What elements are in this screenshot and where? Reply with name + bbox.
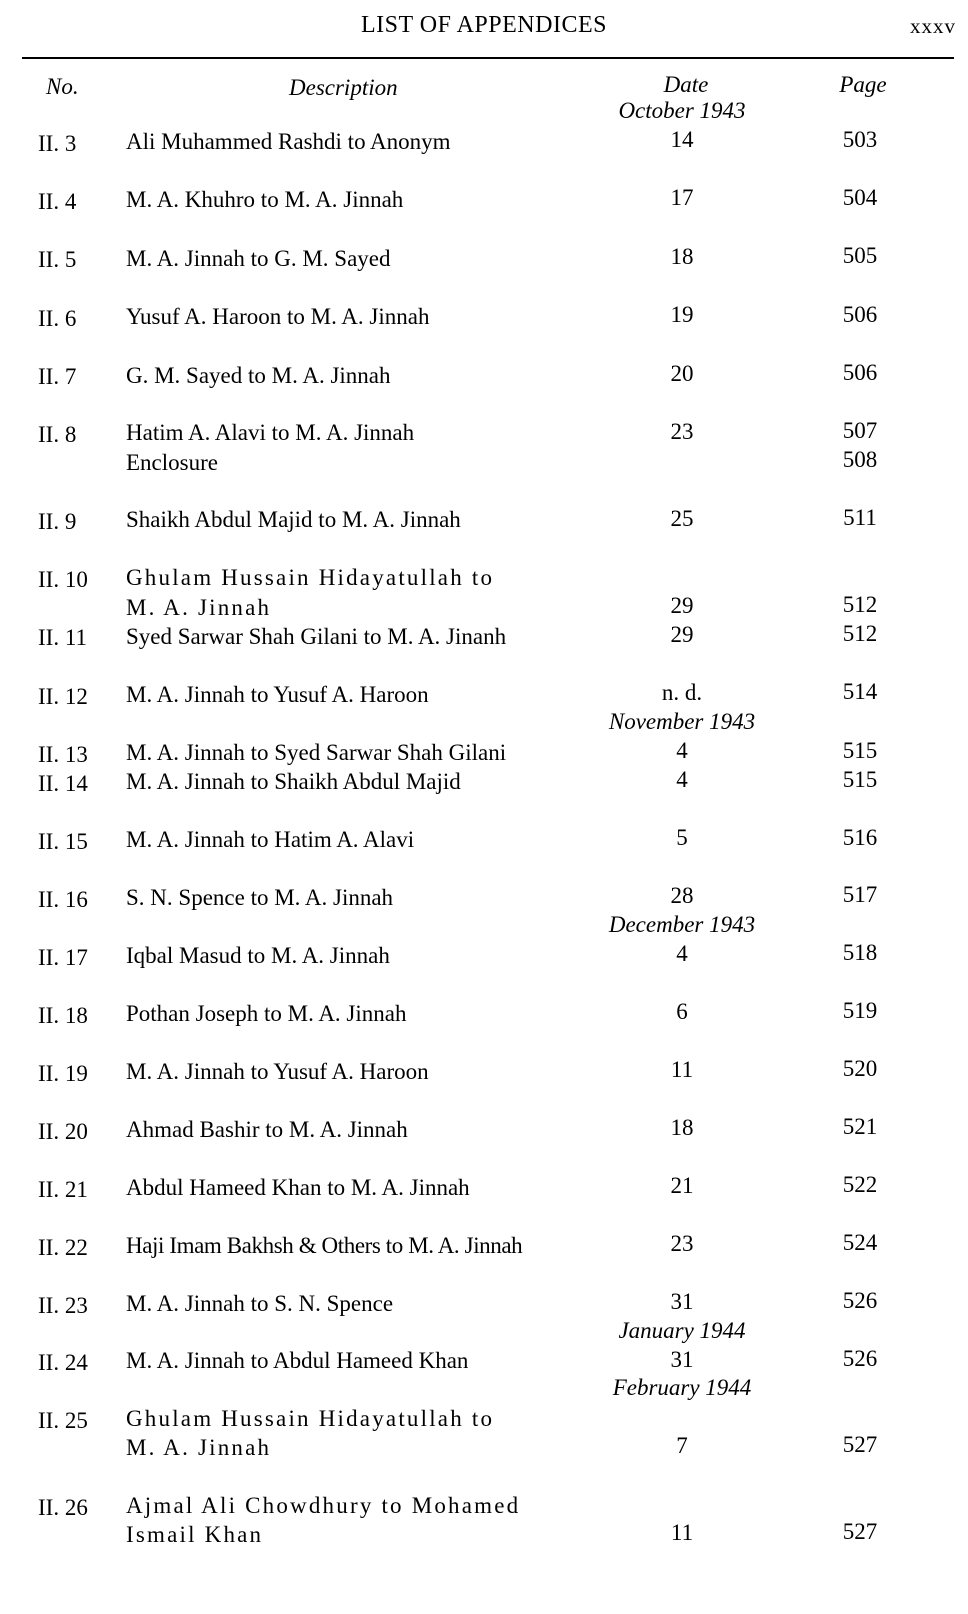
entry-description-enclosure: Enclosure xyxy=(126,450,218,475)
entry-number: II. 4 xyxy=(38,189,77,214)
entry-number: II. 16 xyxy=(38,887,88,912)
entry-description: Hatim A. Alavi to M. A. Jinnah xyxy=(126,420,415,445)
entry-number: II. 19 xyxy=(38,1061,88,1086)
page-number: xxxv xyxy=(910,14,956,38)
entry-date: 17 xyxy=(670,185,694,210)
entry-date: 5 xyxy=(676,825,688,850)
entry-date: 7 xyxy=(676,1433,688,1458)
entry-number: II. 11 xyxy=(38,625,87,650)
entry-description: M. A. Jinnah to S. N. Spence xyxy=(126,1291,394,1316)
entry-date: 31 xyxy=(670,1347,694,1372)
entry-number: II. 23 xyxy=(38,1293,88,1318)
month-heading-january-1944: January 1944 xyxy=(618,1318,746,1343)
entry-date: 29 xyxy=(670,622,694,647)
entry-page: 514 xyxy=(842,679,878,704)
month-heading-november-1943: November 1943 xyxy=(608,709,756,734)
entry-page: 520 xyxy=(842,1056,878,1081)
entry-date: 4 xyxy=(676,767,688,792)
entry-description: M. A. Jinnah to Shaikh Abdul Majid xyxy=(126,769,461,794)
entry-description-continued: M. A. Jinnah xyxy=(126,595,272,620)
entry-date: 23 xyxy=(670,1231,694,1256)
entry-number: II. 22 xyxy=(38,1235,88,1260)
month-heading-february-1944: February 1944 xyxy=(612,1375,752,1400)
entry-date: 18 xyxy=(670,1115,694,1140)
entry-number: II. 24 xyxy=(38,1350,88,1375)
entry-description: M. A. Jinnah to Hatim A. Alavi xyxy=(126,827,415,852)
entry-description: Abdul Hameed Khan to M. A. Jinnah xyxy=(126,1175,470,1200)
entry-date: 4 xyxy=(676,738,688,763)
entry-date: n. d. xyxy=(661,680,703,705)
entry-description: M. A. Jinnah to G. M. Sayed xyxy=(126,246,391,271)
entry-number: II. 18 xyxy=(38,1003,88,1028)
entry-number: II. 12 xyxy=(38,684,88,709)
entry-description: M. A. Jinnah to Abdul Hameed Khan xyxy=(126,1348,469,1373)
entry-page: 511 xyxy=(843,505,877,530)
entry-page: 515 xyxy=(842,738,878,763)
entry-page-enclosure: 508 xyxy=(842,447,878,472)
entry-page: 515 xyxy=(842,767,878,792)
header-rule xyxy=(22,57,954,59)
entry-description: Shaikh Abdul Majid to M. A. Jinnah xyxy=(126,507,461,532)
entry-page: 527 xyxy=(842,1432,878,1457)
entry-date: 19 xyxy=(670,302,694,327)
entry-number: II. 7 xyxy=(38,364,77,389)
entry-number: II. 21 xyxy=(38,1177,88,1202)
entry-number: II. 25 xyxy=(38,1408,88,1433)
entry-date: 20 xyxy=(670,361,694,386)
entry-description: Ghulam Hussain Hidayatullah to xyxy=(126,565,495,590)
entry-date: 31 xyxy=(670,1289,694,1314)
entry-date: 29 xyxy=(670,593,694,618)
entry-number: II. 26 xyxy=(38,1495,88,1520)
entry-number: II. 13 xyxy=(38,742,88,767)
entry-page: 503 xyxy=(842,127,878,152)
entry-number: II. 17 xyxy=(38,945,88,970)
entry-description: Syed Sarwar Shah Gilani to M. A. Jinanh xyxy=(126,624,507,649)
entry-date: 28 xyxy=(670,883,694,908)
entry-page: 506 xyxy=(842,302,878,327)
entry-description: Ajmal Ali Chowdhury to Mohamed xyxy=(126,1493,521,1518)
entry-page: 521 xyxy=(842,1114,878,1139)
entry-date: 14 xyxy=(670,127,694,152)
entry-date: 4 xyxy=(676,941,688,966)
entry-description: M. A. Khuhro to M. A. Jinnah xyxy=(126,187,404,212)
entry-page: 519 xyxy=(842,998,878,1023)
entry-page: 512 xyxy=(842,592,878,617)
entry-date: 11 xyxy=(670,1057,694,1082)
entry-description: Ahmad Bashir to M. A. Jinnah xyxy=(126,1117,408,1142)
entry-number: II. 20 xyxy=(38,1119,88,1144)
entry-description: Iqbal Masud to M. A. Jinnah xyxy=(126,943,390,968)
entry-page: 507 xyxy=(842,418,878,443)
entry-description: Ali Muhammed Rashdi to Anonym xyxy=(126,129,451,154)
entry-number: II. 15 xyxy=(38,829,88,854)
month-heading-october-1943: October 1943 xyxy=(618,98,746,123)
entry-number: II. 10 xyxy=(38,567,88,592)
entry-number: II. 3 xyxy=(38,131,77,156)
entry-page: 524 xyxy=(842,1230,878,1255)
page-title: LIST OF APPENDICES xyxy=(361,12,607,38)
entry-page: 526 xyxy=(842,1346,878,1371)
entry-description: Haji Imam Bakhsh & Others to M. A. Jinnah xyxy=(126,1233,523,1258)
running-head xyxy=(0,12,968,46)
entry-number: II. 8 xyxy=(38,422,77,447)
entry-date: 11 xyxy=(670,1520,694,1545)
entry-description: M. A. Jinnah to Yusuf A. Haroon xyxy=(126,682,429,707)
entry-number: II. 6 xyxy=(38,306,77,331)
column-header-date: Date xyxy=(663,72,709,97)
column-header-page: Page xyxy=(839,72,887,97)
entry-description-continued: M. A. Jinnah xyxy=(126,1435,272,1460)
entry-page: 526 xyxy=(842,1288,878,1313)
entry-date: 25 xyxy=(670,506,694,531)
entry-page: 517 xyxy=(842,882,878,907)
entry-number: II. 14 xyxy=(38,771,88,796)
column-header-no: No. xyxy=(46,74,79,99)
entry-description: Ghulam Hussain Hidayatullah to xyxy=(126,1406,495,1431)
entry-number: II. 9 xyxy=(38,509,77,534)
entry-page: 505 xyxy=(842,243,878,268)
entry-description: S. N. Spence to M. A. Jinnah xyxy=(126,885,394,910)
entry-page: 527 xyxy=(842,1519,878,1544)
entry-date: 21 xyxy=(670,1173,694,1198)
entry-description: M. A. Jinnah to Yusuf A. Haroon xyxy=(126,1059,429,1084)
entry-description: G. M. Sayed to M. A. Jinnah xyxy=(126,363,391,388)
entry-description: M. A. Jinnah to Syed Sarwar Shah Gilani xyxy=(126,740,507,765)
entry-page: 516 xyxy=(842,825,878,850)
column-header-description: Description xyxy=(289,75,398,100)
entry-date: 18 xyxy=(670,244,694,269)
entry-description: Pothan Joseph to M. A. Jinnah xyxy=(126,1001,407,1026)
entry-page: 518 xyxy=(842,940,878,965)
entry-date: 23 xyxy=(670,419,694,444)
entry-description: Yusuf A. Haroon to M. A. Jinnah xyxy=(126,304,430,329)
entry-page: 512 xyxy=(842,621,878,646)
entry-description-continued: Ismail Khan xyxy=(126,1522,264,1547)
entry-page: 522 xyxy=(842,1172,878,1197)
entry-page: 506 xyxy=(842,360,878,385)
month-heading-december-1943: December 1943 xyxy=(608,912,756,937)
entry-date: 6 xyxy=(676,999,688,1024)
entry-page: 504 xyxy=(842,185,878,210)
entry-number: II. 5 xyxy=(38,247,77,272)
